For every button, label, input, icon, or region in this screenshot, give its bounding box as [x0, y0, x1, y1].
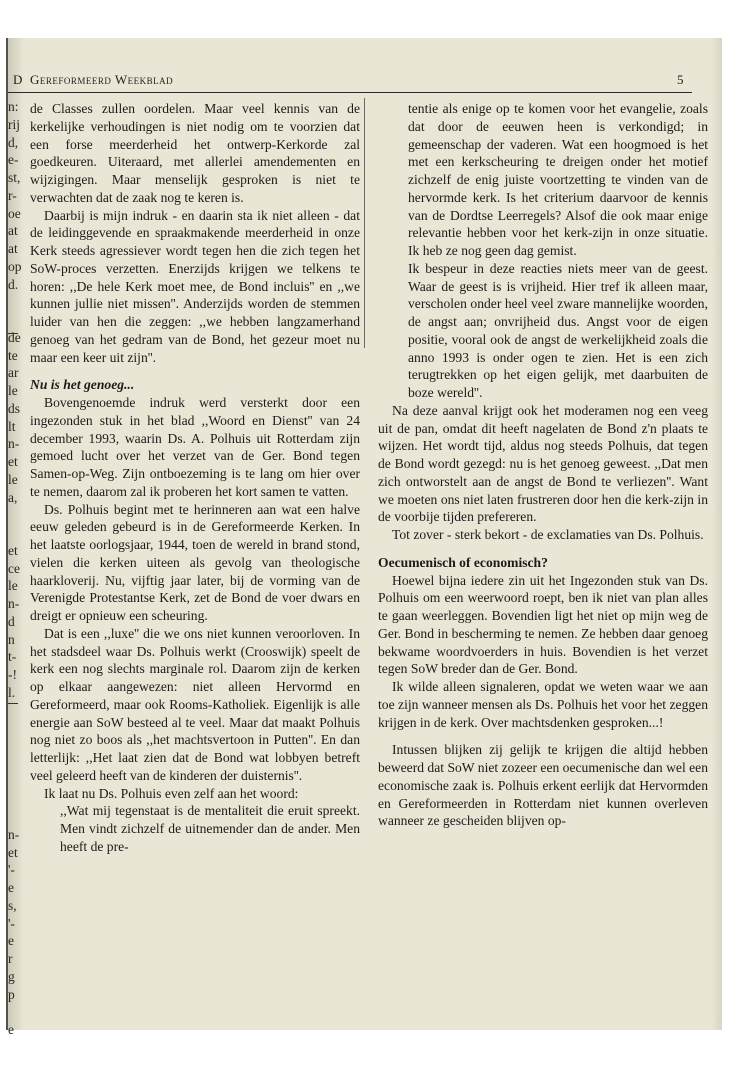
margin-fragment: te [8, 347, 18, 363]
margin-fragment: n- [8, 596, 20, 611]
margin-fragment: lt [8, 418, 16, 434]
block-quote: tentie als enige op te komen voor het evangelie, zoals dat door de eeuwen heen is verkondigd; in gemeenschap der vaderen. Wat een hoogmoed is het met een kerkscheuring te dreigen onder het motief zichzelf de enig juiste voortzetting te vinden van de hervormde kerk. Is het criterium daarvoor de kennis van de Dordtse Leerregels? Alsof die ook maar enige relevantie hebben voor het kerk-zijn in onze situatie. Ik heb ze nog geen dag gemist. [408, 101, 708, 258]
margin-fragment: et [8, 844, 18, 860]
page-edge-shade [712, 38, 722, 1030]
margin-fragment: rij [8, 116, 20, 132]
margin-fragment: s, [8, 897, 17, 913]
paragraph: Dat is een ,,luxe'' die we ons niet kunnen veroorloven. In het stadsdeel waar Ds. Polhuis werkt (Crooswijk) speelt de kerk een nog slechts marginale rol. Daarom zijn de kerken op elkaar aangewezen: niet alleen Hervormd en Gereformeerd, maar ook Rooms-Katholiek. Eigenlijk is alle energie aan SoW besteed al te veel. Maar dat maakt Polhuis nog niet zo boos als ,,het machtsvertoon in Putten''. En dan letterlijk: ,,Het laat zien dat de Bond wat lobbyen betreft veel geleerd heeft van de kinderen der duisternis''. [30, 625, 360, 783]
paragraph: Ik laat nu Ds. Polhuis even zelf aan het woord: [44, 785, 299, 801]
paragraph: de Classes zullen oordelen. Maar veel kennis van de kerkelijke verhoudingen is niet nodig om te voorzien dat een forse meerderheid het ontwerp-Kerkorde zal goedkeuren. Uiteraard, met allerlei amendementen en wijzigingen. Maar menselijk gesproken is niet te verwachten dat de zaak nog te keren is. [30, 101, 360, 205]
margin-fragment: e [8, 1022, 14, 1037]
block-quote: ,,Wat mij tegenstaat is de mentaliteit die eruit spreekt. Men vindt zichzelf de uitnemender dan de ander. Men heeft de pre- [60, 803, 360, 854]
margin-fragment: le [8, 471, 18, 487]
margin-fragment: r [8, 951, 13, 966]
header-rule [8, 92, 692, 93]
margin-fragment: e [8, 880, 14, 895]
paragraph: Bovengenoemde indruk werd versterkt door een ingezonden stuk in het blad ,,Woord en Dienst'' van 24 december 1993, waarin Ds. A. Polhuis uit Rotterdam zijn gemoed lucht over het verzet van de Ger. Bond tegen Samen-op-Weg. Zijn ontboezeming is te lang om hier over te nemen, daarom zal ik proberen het kort samen te vatten. [30, 395, 360, 499]
margin-fragment: ce [8, 560, 20, 576]
header-left-fragment: D [13, 72, 23, 87]
page-number: 5 [677, 72, 684, 87]
margin-fragment: p [8, 986, 15, 1002]
paragraph: Ds. Polhuis begint met te herinneren aan wat een halve eeuw geleden gebeurd is in de Gereformeerde Kerken. In het laatste oorlogsjaar, 1944, toen de wereld in brand stond, vielen die kerken uiteen als gevolg van theologische haarkloverij. Nu, vijftig jaar later, bij de vorming van de Verenigde Protestantse Kerk, zet de Bond de voer dwars en dreigt er opnieuw een scheuring. [30, 501, 360, 623]
margin-fragment: e [8, 933, 14, 949]
paragraph: Daarbij is mijn indruk - en daarin sta ik niet alleen - dat de leidinggevende en spraakmakende meerderheid in onze Kerk steeds agressiever wordt tegen hen die zich tegen het SoW-proces verzetten. Enerzijds krijgen we telkens te horen: ,,De hele Kerk moet mee, de Bond incluis'' en ,,we kunnen jullie niet missen''. Anderzijds worden de stemmen luider van hen die zeggen: ,,we hebben langzamerhand genoeg van het gedram van de Bond, het gezeur moet nu maar een keer uit zijn''. [30, 207, 360, 365]
margin-fragment [8, 293, 22, 311]
margin-fragment: at [8, 223, 18, 239]
margin-fragment [8, 1003, 22, 1021]
paragraph: Tot zover - sterk bekort - de exclamaties van Ds. Polhuis. [392, 527, 704, 542]
margin-fragment [8, 773, 22, 791]
left-margin-fragments [8, 98, 22, 1039]
margin-fragment: st, [8, 170, 21, 185]
margin-fragment: d [8, 613, 15, 629]
margin-fragment: et [8, 454, 18, 469]
margin-fragment: de [8, 329, 21, 345]
margin-fragment [8, 755, 22, 773]
margin-fragment: d, [8, 134, 19, 150]
margin-fragment: '- [8, 862, 15, 878]
margin-fragment: n- [8, 826, 20, 842]
right-column [378, 100, 708, 830]
column-divider [364, 98, 365, 348]
margin-fragment [8, 506, 22, 524]
margin-fragment: d. [8, 276, 19, 292]
block-quote: Ik bespeur in deze reacties niets meer van de geest. Waar de geest is is vrijheid. Hier tref ik alleen maar, verscholen onder heel veel zware mannelijke woorden, de angst aan; onvrijheid dus. Angst voor de eigen positie, vooral ook de angst de werkelijkheid zoals die anno 1993 is onder ogen te zien. Het is een zich terugtrekken op het eigen gelijk, met daarbuiten de boze wereld''. [408, 260, 708, 400]
magazine-page [6, 38, 722, 1037]
paragraph: Ik wilde alleen signaleren, opdat we weten waar we aan toe zijn wanneer mensen als Ds. Polhuis het voor het zeggen krijgen in de kerk. Over machtsdenken gesproken...! [378, 679, 708, 730]
margin-fragment: n: [8, 99, 19, 114]
margin-fragment: g [8, 968, 15, 984]
section-heading: Oecumenisch of economisch? [378, 554, 548, 570]
margin-fragment: t- [8, 649, 17, 665]
margin-fragment: r- [8, 187, 17, 203]
margin-fragment: ds [8, 400, 21, 416]
margin-fragment [8, 311, 22, 329]
margin-fragment: ar [8, 365, 19, 381]
margin-fragment: et [8, 542, 18, 558]
margin-fragment: le [8, 578, 18, 594]
margin-fragment [8, 524, 22, 542]
margin-fragment [8, 737, 22, 755]
left-column [30, 100, 360, 856]
margin-fragment [8, 702, 22, 720]
margin-fragment: op [8, 258, 22, 274]
margin-fragment: n- [8, 436, 20, 452]
margin-fragment: le [8, 383, 18, 398]
margin-fragment [8, 719, 22, 737]
margin-fragment [8, 790, 22, 808]
section-heading: Nu is het genoeg... [30, 377, 135, 393]
publication-title: Gereformeerd Weekblad [30, 72, 174, 87]
paragraph: Hoewel bijna iedere zin uit het Ingezonden stuk van Ds. Polhuis om een weerwoord roept, ben ik niet van plan alles te gaan weerleggen. Bovendien ligt het niet op mijn weg de Ger. Bond in bescherming te nemen. Ze hebben daar genoeg bekwame woordvoerders in huis. Bovendien is het verzet tegen SoW breder dan de Ger. Bond. [378, 572, 708, 677]
margin-fragment: -! [8, 667, 17, 682]
margin-fragment: a, [8, 489, 18, 505]
margin-rule-mark [8, 333, 18, 334]
margin-fragment: '- [8, 915, 15, 931]
margin-rule-mark [8, 703, 18, 704]
margin-fragment: l. [8, 684, 16, 700]
paragraph: Intussen blijken zij gelijk te krijgen die altijd hebben beweerd dat SoW niet zozeer een oecumenische dan wel een economische zaak is. Polhuis erkent eerlijk dat Hervormden en Gereformeerden in Rotterdam niet kunnen overleven wanneer ze gescheiden blijven op- [378, 742, 708, 829]
margin-fragment: n [8, 631, 15, 647]
margin-fragment [8, 808, 22, 826]
margin-fragment: e- [8, 152, 19, 168]
paragraph: Na deze aanval krijgt ook het moderamen nog een veeg uit de pan, omdat dit heeft nagelaten de Bond z'n plaats te wijzen. Het wordt tijd, aldus nog steeds Polhuis, dat tegen de Bond wordt gezegd: nu is het genoeg geweest. ,,Dat men zich ontworstelt aan de angst de Bond te verliezen''. Want we moeten ons niet laten frustreren door hen die kerk-zijn in de voorbije tijden prefereren. [378, 402, 708, 525]
margin-fragment: oe [8, 205, 21, 221]
margin-fragment: at [8, 241, 18, 256]
